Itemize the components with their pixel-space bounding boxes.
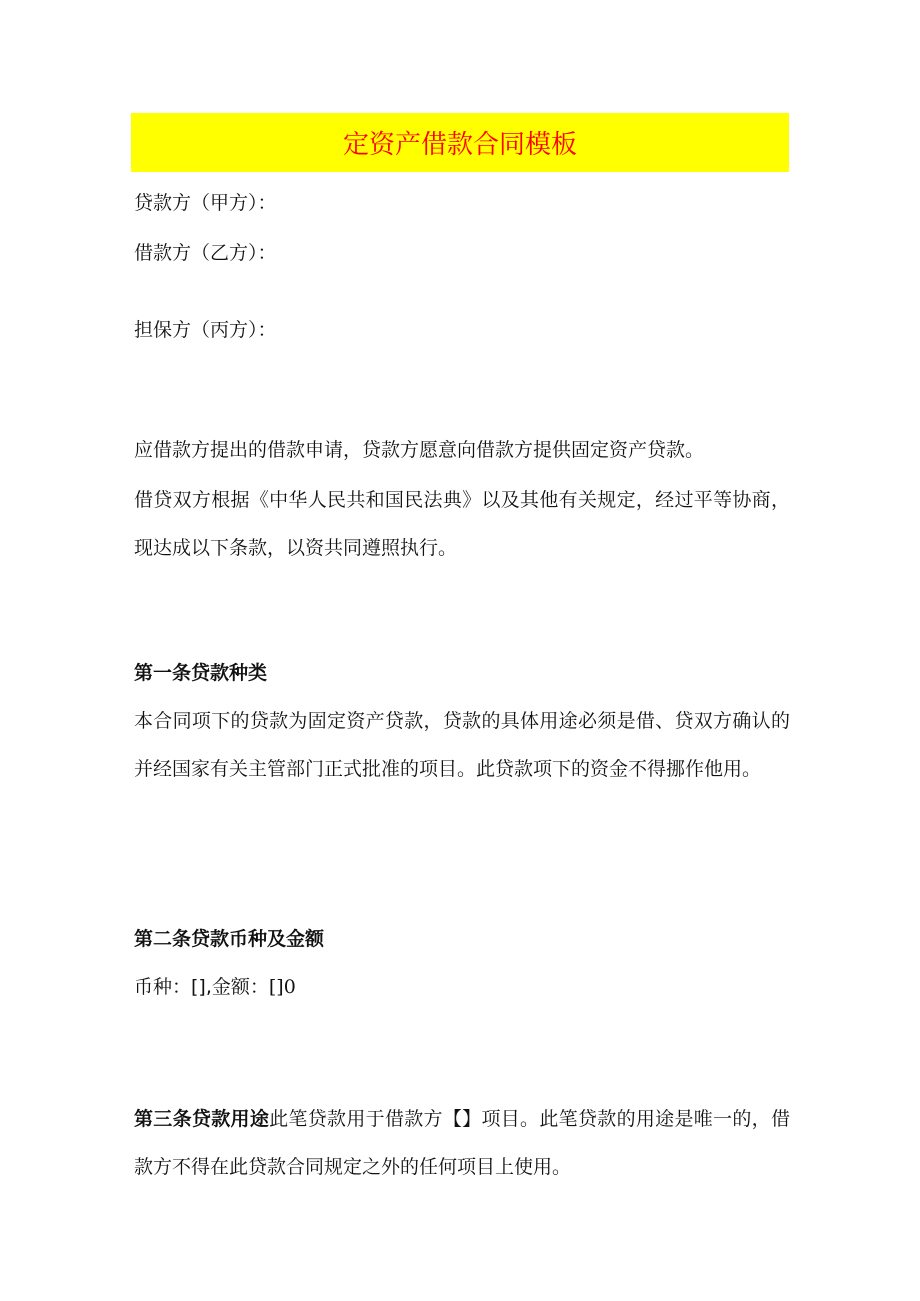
lender-line: 贷款方（甲方）： (134, 192, 277, 214)
document-title: 定资产借款合同模板 (342, 130, 577, 160)
borrower-line: 借款方（乙方）： (134, 242, 277, 264)
article-1-body: 本合同项下的贷款为固定资产贷款，贷款的具体用途必须是借、贷双方确认的并经国家有关主管部门正式批准的项目。此贷款项下的资金不得挪作他用。 (134, 710, 790, 780)
title-banner (131, 113, 789, 172)
amount-value: []0 (268, 976, 296, 998)
article-3-body: 此笔贷款用于借款方【】项目。此笔贷款的用途是唯一的，借款方不得在此贷款合同规定之外的任何项目上使用。 (134, 1108, 790, 1178)
article-1-heading: 第一条贷款种类 (134, 662, 268, 684)
preamble-line-2: 借贷双方根据《中华人民共和国民法典》以及其他有关规定，经过平等协商，现达成以下条款，以资共同遵照执行。 (134, 489, 790, 559)
currency-amount-label: 币种：[],金额： (134, 976, 269, 998)
article-2-heading: 第二条贷款币种及金额 (134, 928, 325, 950)
article-3 (134, 1095, 790, 1191)
article-2-body (134, 975, 296, 999)
guarantor-line: 担保方（丙方）： (134, 319, 277, 341)
article-3-heading: 第三条贷款用途 (134, 1108, 270, 1130)
preamble-line-1: 应借款方提出的借款申请，贷款方愿意向借款方提供固定资产贷款。 (134, 439, 705, 461)
